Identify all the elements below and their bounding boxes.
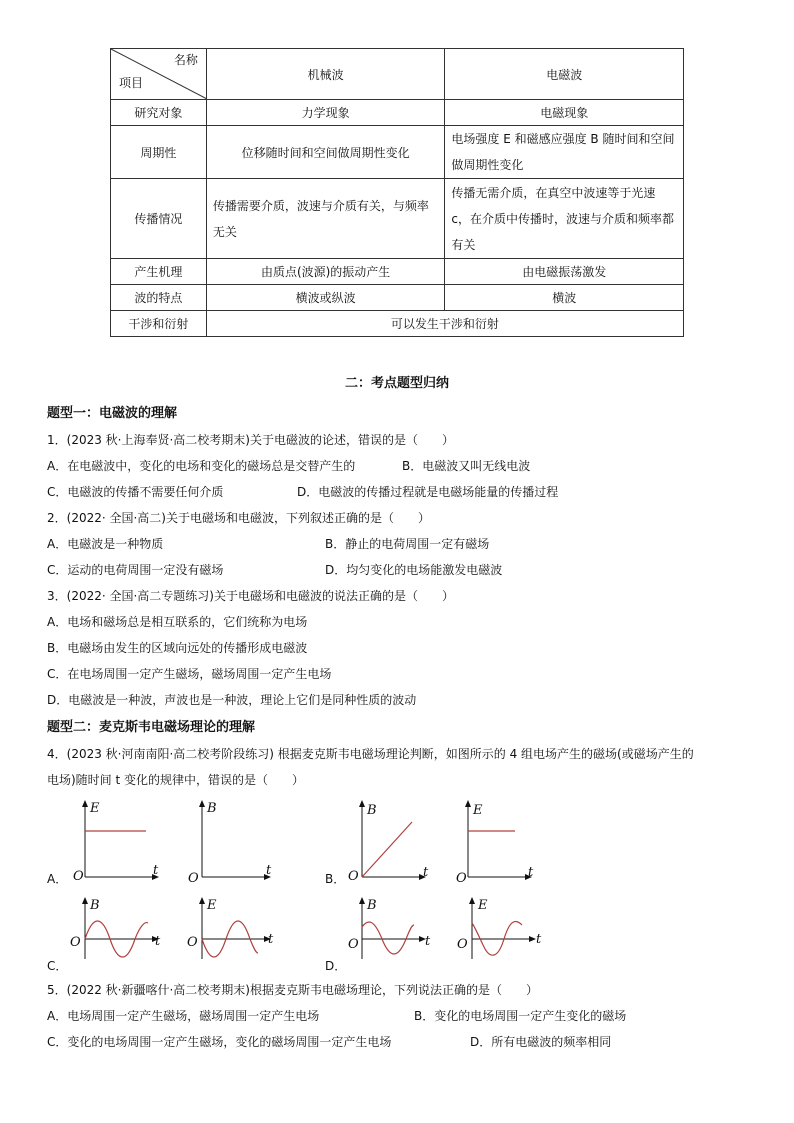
type2-title: 题型二：麦克斯韦电磁场理论的理解	[47, 720, 256, 735]
diagonal-header-cell	[111, 49, 207, 100]
q2-stem: 2．(2022· 全国·高二)关于电磁场和电磁波，下列叙述正确的是（ ）	[47, 511, 430, 525]
row-cell: 横波	[445, 285, 684, 311]
q4-graph-group-d	[340, 893, 550, 965]
table-row	[111, 126, 684, 179]
q4-label-a: A．	[47, 872, 68, 886]
q2-option-d: D．均匀变化的电场能激发电磁波	[325, 563, 503, 577]
q4-graph-group-a	[60, 792, 320, 888]
q4-graph-group-b	[340, 792, 540, 888]
axis-label-t: t	[266, 863, 272, 878]
axis-label-t: t	[528, 865, 534, 880]
axis-label-b: B	[367, 898, 377, 913]
comparison-table	[110, 48, 684, 337]
axis-origin: O	[348, 937, 359, 952]
row-cell: 电磁现象	[445, 100, 684, 126]
q2-option-c: C．运动的电荷周围一定没有磁场	[47, 563, 224, 577]
q1-option-b: B．电磁波又叫无线电波	[402, 459, 531, 473]
axis-origin: O	[457, 937, 468, 952]
q3-option-a: A．电场和磁场总是相互联系的，它们统称为电场	[47, 615, 308, 629]
q3-stem: 3．(2022· 全国·高二专题练习)关于电磁场和电磁波的说法正确的是（ ）	[47, 589, 454, 603]
axis-label-e: E	[90, 801, 100, 816]
graph-a2	[188, 800, 272, 886]
q3-option-c: C．在电场周围一定产生磁场，磁场周围一定产生电场	[47, 667, 332, 681]
row-label: 干涉和衍射	[111, 311, 207, 337]
header-item-label: 项目	[119, 76, 144, 90]
header-mechanical-wave: 机械波	[206, 49, 445, 100]
q4-stem-line1: 4．(2023 秋·河南南阳·高二校考阶段练习) 根据麦克斯韦电磁场理论判断，如图所示的 4 组电场产生的磁场(或磁场产生的	[47, 747, 694, 761]
row-cell: 横波或纵波	[206, 285, 445, 311]
q1-option-c: C．电磁波的传播不需要任何介质	[47, 485, 224, 499]
q5-option-d: D．所有电磁波的频率相同	[470, 1035, 612, 1049]
q5-option-a: A．电场周围一定产生磁场，磁场周围一定产生电场	[47, 1009, 320, 1023]
graph-c1	[70, 897, 161, 959]
type1-title: 题型一：电磁波的理解	[47, 406, 178, 421]
axis-label-b: B	[367, 803, 377, 818]
q4-graph-group-c	[60, 893, 320, 965]
row-label: 产生机理	[111, 259, 207, 285]
axis-label-t: t	[155, 934, 161, 949]
row-cell: 传播需要介质，波速与介质有关，与频率无关	[206, 179, 445, 259]
axis-label-t: t	[153, 863, 159, 878]
graph-d2	[457, 897, 542, 959]
axis-label-b: B	[90, 898, 100, 913]
graph-b1	[348, 800, 429, 884]
q4-label-b: B．	[325, 872, 346, 886]
row-label: 传播情况	[111, 179, 207, 259]
header-em-wave: 电磁波	[445, 49, 684, 100]
row-label: 研究对象	[111, 100, 207, 126]
axis-label-b: B	[207, 801, 217, 816]
row-cell: 电场强度 E 和磁感应强度 B 随时间和空间做周期性变化	[445, 126, 684, 179]
axis-label-t: t	[423, 865, 429, 880]
q1-stem: 1．(2023 秋·上海奉贤·高二校考期末)关于电磁波的论述，错误的是（ ）	[47, 433, 454, 447]
axis-origin: O	[187, 935, 198, 950]
row-label: 波的特点	[111, 285, 207, 311]
row-label: 周期性	[111, 126, 207, 179]
table-header-row	[111, 49, 684, 100]
q4-label-c: C．	[47, 959, 68, 973]
table-row	[111, 259, 684, 285]
q2-option-b: B．静止的电荷周围一定有磁场	[325, 537, 490, 551]
axis-label-e: E	[473, 803, 483, 818]
row-cell: 位移随时间和空间做周期性变化	[206, 126, 445, 179]
graph-a1	[73, 800, 159, 884]
q4-stem-line2: 电场)随时间 t 变化的规律中，错误的是（ ）	[47, 773, 305, 787]
axis-origin: O	[456, 871, 467, 886]
graph-d1	[348, 897, 431, 959]
q5-option-c: C．变化的电场周围一定产生磁场，变化的磁场周围一定产生电场	[47, 1035, 392, 1049]
merged-cell: 可以发生干涉和衍射	[206, 311, 683, 337]
section-title: 二：考点题型归纳	[344, 376, 449, 391]
axis-label-e: E	[478, 898, 488, 913]
graph-b2	[456, 800, 534, 886]
axis-label-t: t	[425, 934, 431, 949]
q2-option-a: A．电磁波是一种物质	[47, 537, 164, 551]
q5-stem: 5．(2022 秋·新疆喀什·高二校考期末)根据麦克斯韦电磁场理论，下列说法正确的是（ ）	[47, 983, 538, 997]
row-cell: 力学现象	[206, 100, 445, 126]
table-row	[111, 100, 684, 126]
graph-c2	[187, 897, 274, 959]
axis-label-e: E	[207, 898, 217, 913]
axis-origin: O	[188, 871, 199, 886]
table-row	[111, 311, 684, 337]
row-cell: 由电磁振荡激发	[445, 259, 684, 285]
axis-origin: O	[70, 935, 81, 950]
row-cell: 由质点(波源)的振动产生	[206, 259, 445, 285]
axis-label-t: t	[268, 932, 274, 947]
q3-option-d: D．电磁波是一种波，声波也是一种波，理论上它们是同种性质的波动	[47, 693, 417, 707]
q4-label-d: D．	[325, 959, 347, 973]
header-name-label: 名称	[173, 53, 198, 67]
q5-option-b: B．变化的电场周围一定产生变化的磁场	[414, 1009, 627, 1023]
q3-option-b: B．电磁场由发生的区域向远处的传播形成电磁波	[47, 641, 308, 655]
table-row	[111, 179, 684, 259]
q1-option-a: A．在电磁波中，变化的电场和变化的磁场总是交替产生的	[47, 459, 356, 473]
table-row	[111, 285, 684, 311]
q1-option-d: D．电磁波的传播过程就是电磁场能量的传播过程	[297, 485, 559, 499]
axis-origin: O	[348, 869, 359, 884]
row-cell: 传播无需介质，在真空中波速等于光速 c，在介质中传播时，波速与介质和频率都有关	[445, 179, 684, 259]
axis-label-t: t	[536, 932, 542, 947]
axis-origin: O	[73, 869, 84, 884]
